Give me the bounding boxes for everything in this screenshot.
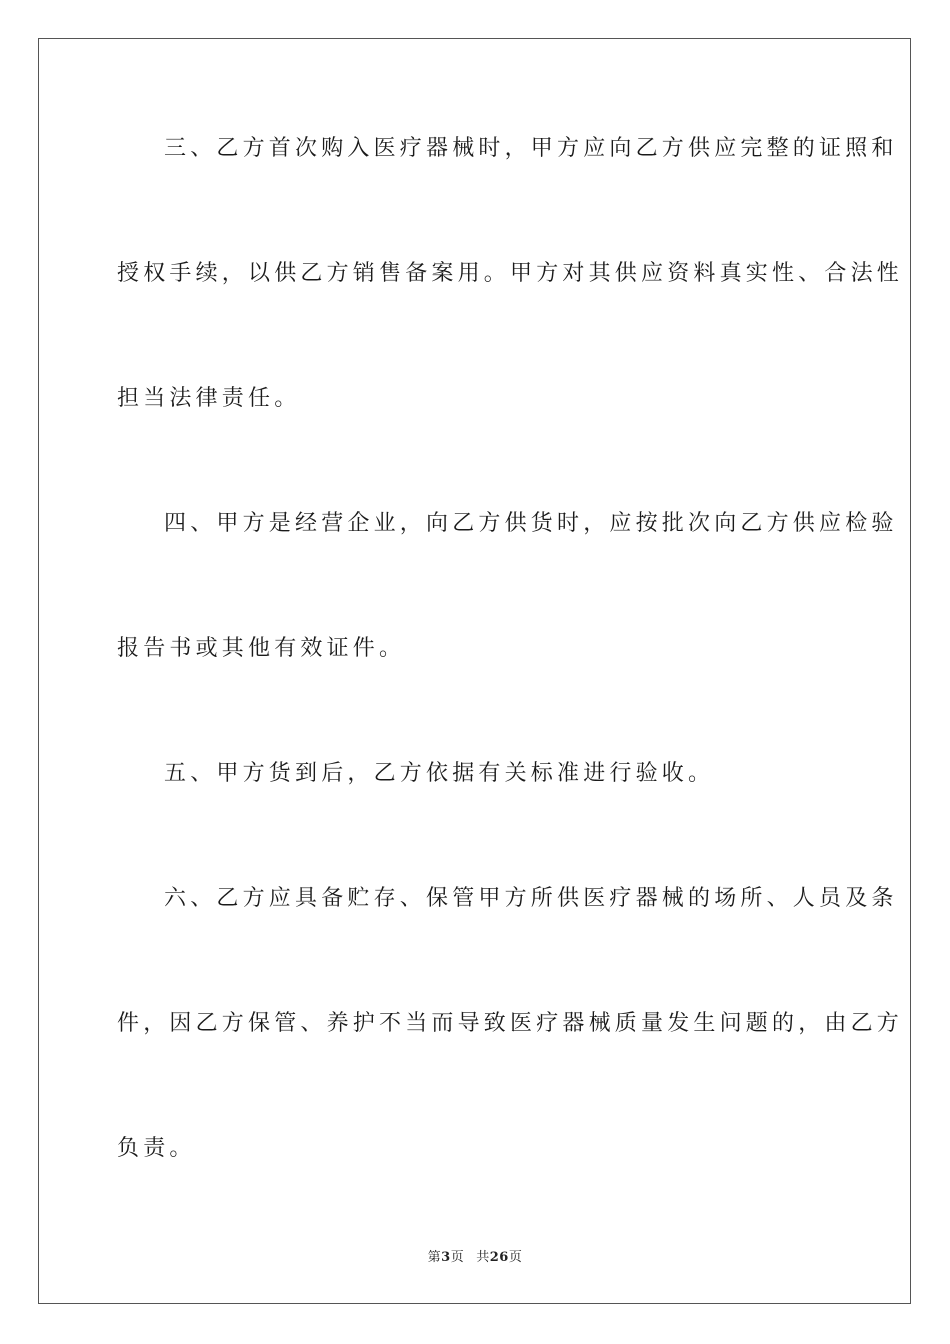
total-pages: 26 [489, 1250, 509, 1265]
clause-5-line-1: 五、甲方货到后，乙方依据有关标准进行验收。 [164, 761, 715, 786]
page-suffix: 页 [450, 1250, 465, 1265]
clause-6-line-2: 件，因乙方保管、养护不当而导致医疗器械质量发生问题的，由乙方 [117, 1011, 904, 1036]
clause-3-line-3: 担当法律责任。 [117, 386, 301, 411]
clause-4-line-1: 四、甲方是经营企业，向乙方供货时，应按批次向乙方供应检验 [164, 511, 898, 536]
clause-6-line-3: 负责。 [117, 1136, 196, 1161]
clause-4-line-2: 报告书或其他有效证件。 [117, 636, 406, 661]
total-suffix: 页 [508, 1250, 523, 1265]
total-prefix: 共 [476, 1250, 490, 1265]
page-footer [0, 1246, 950, 1265]
page-prefix: 第 [427, 1250, 442, 1265]
page-number: 3 [441, 1250, 451, 1265]
clause-3-line-1: 三、乙方首次购入医疗器械时，甲方应向乙方供应完整的证照和 [164, 136, 898, 161]
clause-3-line-2: 授权手续，以供乙方销售备案用。甲方对其供应资料真实性、合法性 [117, 261, 904, 286]
page-border [38, 38, 911, 1304]
clause-6-line-1: 六、乙方应具备贮存、保管甲方所供医疗器械的场所、人员及条 [164, 886, 898, 911]
